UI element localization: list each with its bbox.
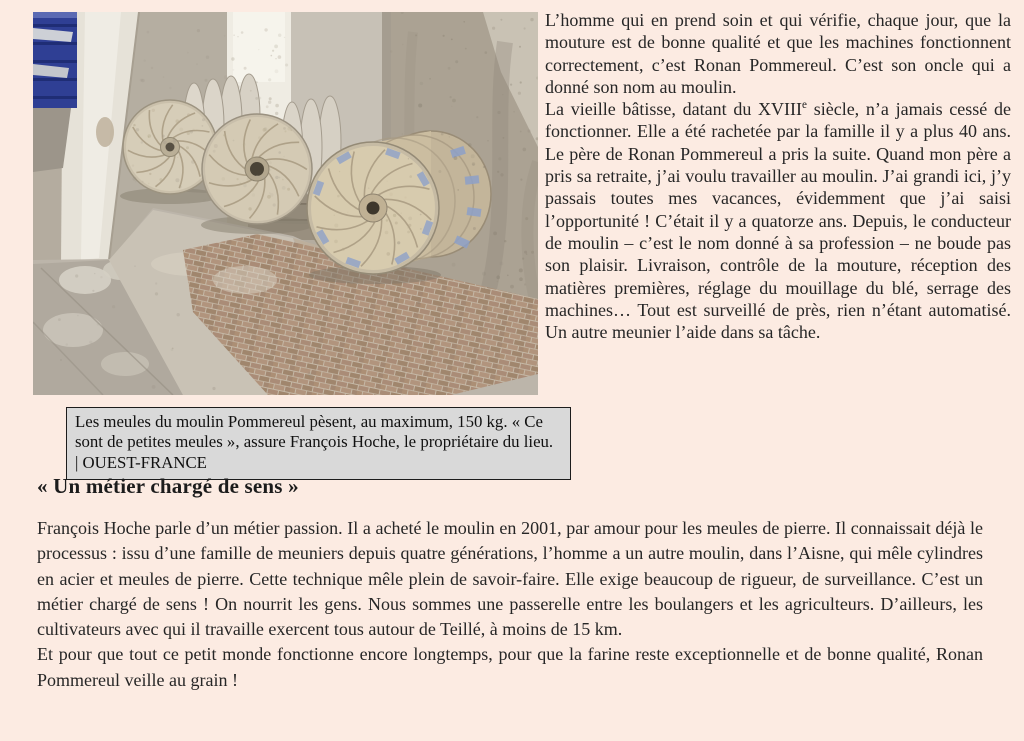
body-paragraph-1: François Hoche parle d’un métier passion. Il a acheté le moulin en 2001, par amour pour les meules de pierre. Il connaissait déjà le processus : issu d’une famille de meuniers depuis quatre générations, l’homme a un autre moulin, dans l’Aisne, qui mêle cylindres en acier et meules de pierre. Cette technique mêle plein de savoir-faire. Elle exige beaucoup de rigueur, de surveillance. C’est un métier chargé de sens ! On nourrit les gens. Nous sommes une passerelle entre les boulangers et les agriculteurs. D’ailleurs, les cultivateurs avec qui il travaille exercent tous autour de Teillé, à moins de 15 km. [37,518,983,640]
photo-caption [66,407,571,480]
millstones-photo-illustration [33,12,538,395]
lead-column [545,9,1011,343]
section-heading: « Un métier chargé de sens » [37,474,299,498]
photo-credit: | OUEST-FRANCE [75,452,207,472]
lead-paragraph-1: L’homme qui en prend soin et qui vérifie, chaque jour, que la mouture est de bonne qualité et que les machines fonctionnent correctement, c’est Ronan Pommereul. C’est son oncle qui a donné son nom au moulin. [545,10,1011,97]
lead-p2-superscript: e [802,99,807,112]
lead-paragraph-2 [545,98,1011,343]
photo-caption-text: Les meules du moulin Pommereul pèsent, au maximum, 150 kg. « Ce sont de petites meules », assure François Hoche, le propriétaire du lieu. [75,412,554,452]
lead-p2-part2: siècle, n’a jamais cessé de fonctionner. Elle a été rachetée par la famille il y a plus 40 ans. Le père de Ronan Pommereul a pris la suite. Quand mon père a pris sa retraite, j’ai voulu travailler au moulin. J’ai grandi ici, j’y passais toutes mes vacances, évidemment que j’ai saisi l’opportunité ! C’était il y a quatorze ans. Depuis, le conducteur de moulin – c’est le nom donné à sa profession – ne boude pas son plaisir. Livraison, contrôle de la mouture, réception des matières premières, réglage du mouillage du blé, serrage des machines… Tout est surveillé de près, rien n’étant automatisé. Un autre meunier l’aide dans sa tâche. [545,99,1011,343]
body-section [37,516,983,693]
article-photo [33,12,554,472]
body-paragraph-2: Et pour que tout ce petit monde fonctionne encore longtemps, pour que la farine reste exceptionnelle et de bonne qualité, Ronan Pommereul veille au grain ! [37,644,983,690]
lead-p2-part1: La vieille bâtisse, datant du XVIII [545,99,803,120]
